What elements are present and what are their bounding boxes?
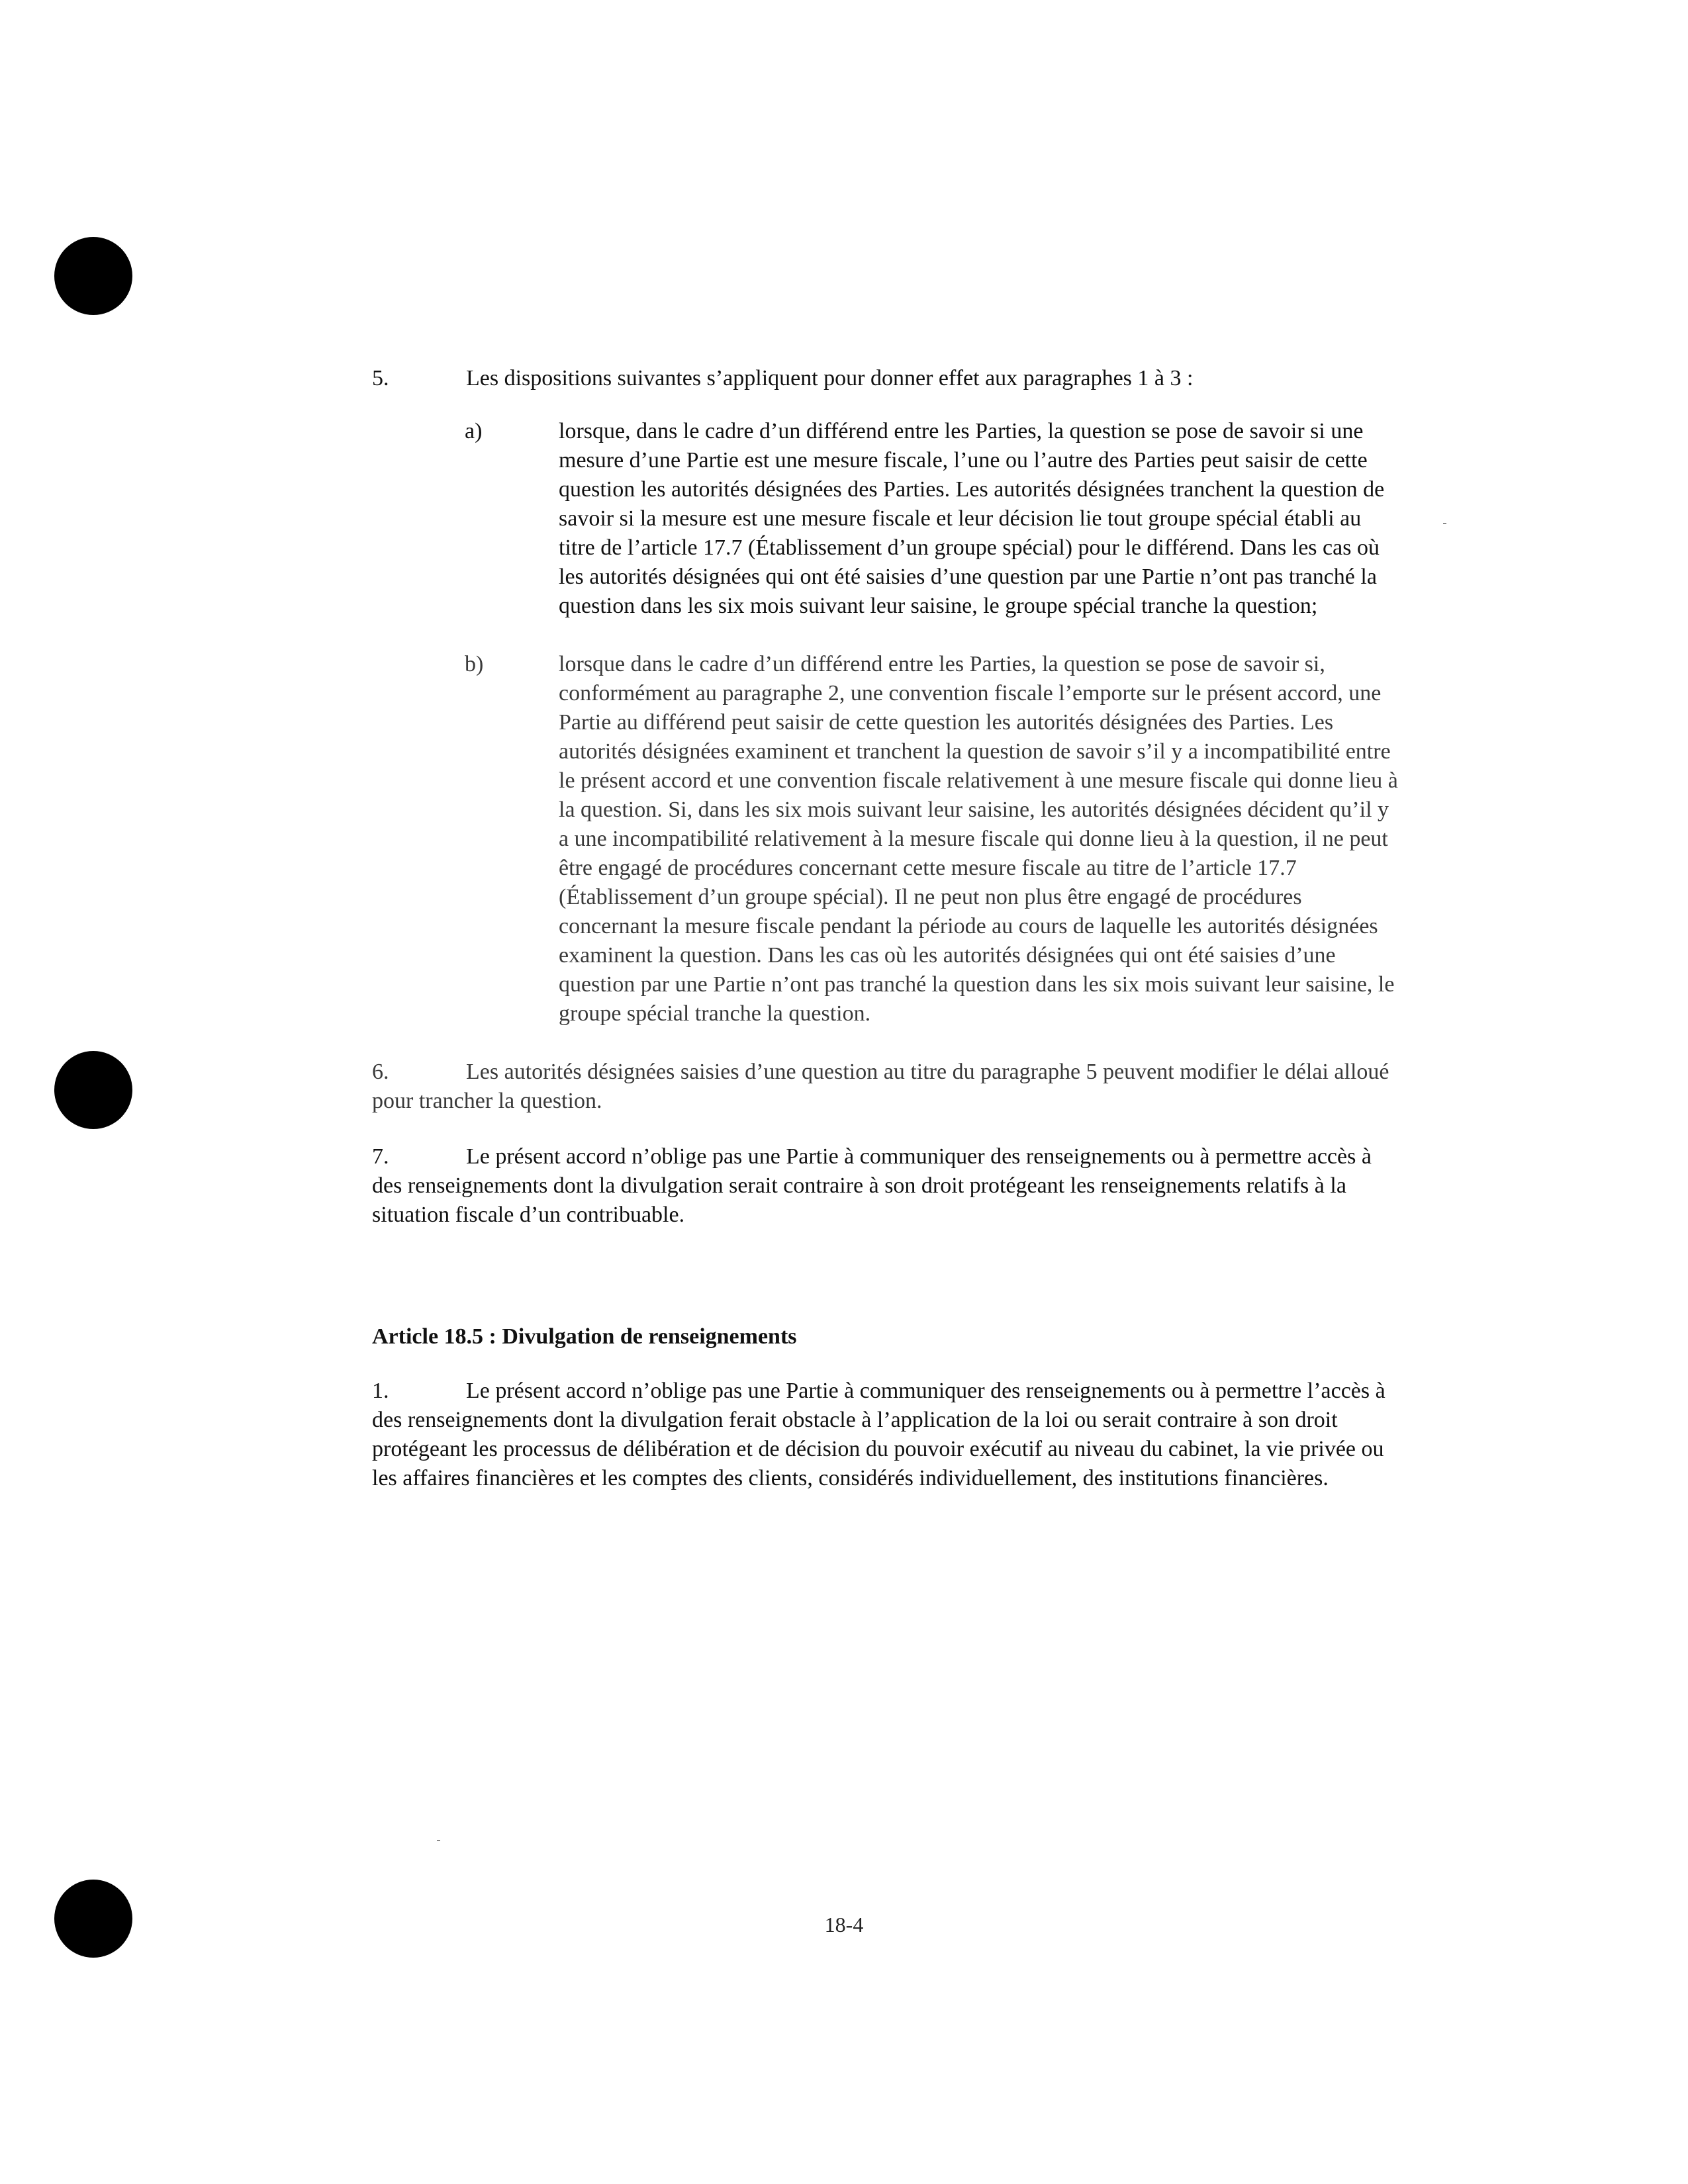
- paragraph-6-number: 6.: [372, 1060, 389, 1084]
- subitem-b-label: b): [465, 652, 484, 676]
- article-paragraph-1-text: Le présent accord n’oblige pas une Partie à communiquer des renseignements ou à permettre l’accès à des renseignements dont la divulgation ferait obstacle à l’application de la loi ou serait contraire à son droit protégeant les processus de délibération et de décision du pouvoir exécutif au niveau du cabinet, la vie privée ou les affaires financières et les comptes des clients, considérés individuellement, des institutions financières.: [372, 1379, 1385, 1490]
- paragraph-6-text: Les autorités désignées saisies d’une question au titre du paragraphe 5 peuvent modifier le délai alloué pour trancher la question.: [372, 1060, 1389, 1113]
- subitem-a: [372, 417, 1398, 621]
- subitem-a-label: a): [465, 419, 483, 443]
- article-title: Article 18.5 : Divulgation de renseignements: [372, 1324, 797, 1349]
- article-paragraph-1: [372, 1377, 1398, 1493]
- document-body: [372, 364, 1398, 1520]
- binder-hole-top: [54, 237, 132, 315]
- paragraph-7-text: Le présent accord n’oblige pas une Partie à communiquer des renseignements ou à permettre accès à des renseignements dont la divulgation serait contraire à son droit protégeant les renseignements relatifs à la situation fiscale d’un contribuable.: [372, 1144, 1372, 1227]
- scan-speck: [1443, 523, 1446, 524]
- paragraph-5-subitems: [372, 417, 1398, 1028]
- paragraph-5-number: 5.: [372, 366, 389, 390]
- binder-hole-middle: [54, 1051, 132, 1129]
- subitem-a-text: lorsque, dans le cadre d’un différend entre les Parties, la question se pose de savoir si une mesure d’une Partie est une mesure fiscale, l’une ou l’autre des Parties peut saisir de cette question les autorités désignées des Parties. Les autorités désignées tranchent la question de savoir si la mesure est une mesure fiscale et leur décision lie tout groupe spécial établi au titre de l’article 17.7 (Établissement d’un groupe spécial) pour le différend. Dans les cas où les autorités désignées qui ont été saisies d’une question par une Partie n’ont pas tranché la question dans les six mois suivant leur saisine, le groupe spécial tranche la question;: [559, 419, 1385, 618]
- subitem-b: [372, 650, 1398, 1028]
- scan-speck: [437, 1840, 440, 1841]
- page-number: 18-4: [824, 1913, 864, 1936]
- paragraph-6: [372, 1058, 1398, 1116]
- paragraph-7: [372, 1142, 1398, 1230]
- paragraph-5-intro: Les dispositions suivantes s’appliquent pour donner effet aux paragraphes 1 à 3 :: [466, 366, 1194, 390]
- subitem-b-text: lorsque dans le cadre d’un différend entre les Parties, la question se pose de savoir si, conformément au paragraphe 2, une convention fiscale l’emporte sur le présent accord, une Partie au différend peut saisir de cette question les autorités désignées des Parties. Les autorités désignées examinent et tranchent la question de savoir s’il y a incompatibilité entre le présent accord et une convention fiscale relativement à une mesure fiscale qui donne lieu à la question. Si, dans les six mois suivant leur saisine, les autorités désignées décident qu’il y a une incompatibilité relativement à la mesure fiscale qui donne lieu à la question, il ne peut être engagé de procédures concernant cette mesure fiscale au titre de l’article 17.7 (Établissement d’un groupe spécial). Il ne peut non plus être engagé de procédures concernant la mesure fiscale pendant la période au cours de laquelle les autorités désignées examinent la question. Dans les cas où les autorités désignées qui ont été saisies d’une question par une Partie n’ont pas tranché la question dans les six mois suivant leur saisine, le groupe spécial tranche la question.: [559, 652, 1398, 1026]
- paragraph-5: [372, 364, 1398, 393]
- article-paragraph-1-number: 1.: [372, 1379, 389, 1403]
- paragraph-7-number: 7.: [372, 1144, 389, 1169]
